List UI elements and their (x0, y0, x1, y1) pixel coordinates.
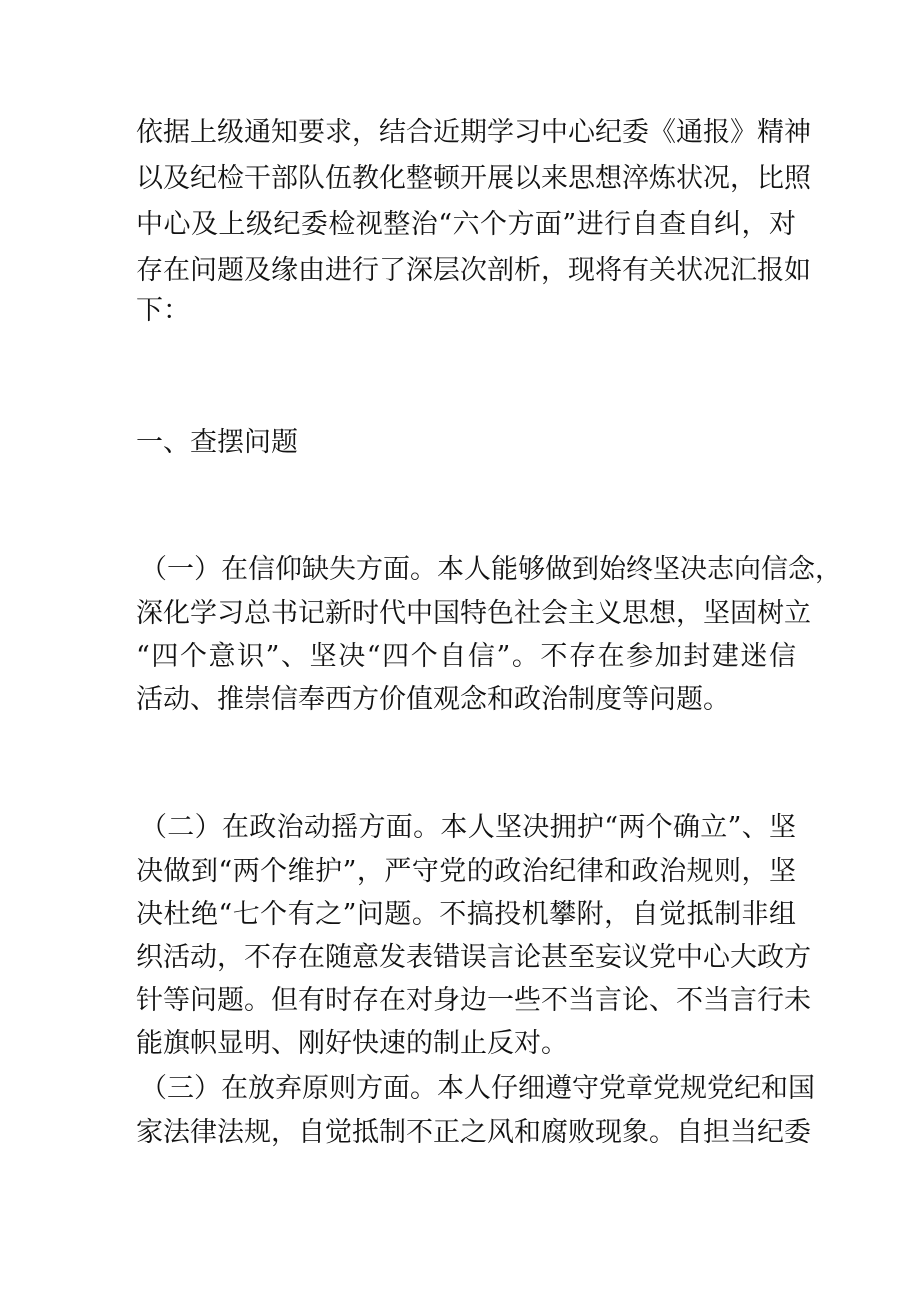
item2-line-5: 针等问题。但有时存在对身边一些不当言论、不当言行未 (136, 985, 811, 1016)
item2-line-3: 决杜绝“七个有之”问题。不搞投机攀附，自觉抵制非组 (136, 899, 796, 930)
item2-line-2: 决做到“两个维护”，严守党的政治纪律和政治规则，坚 (136, 856, 796, 887)
item1-line-4: 活动、推崇信奉西方价值观念和政治制度等问题。 (136, 684, 730, 715)
item2-line-4: 织活动，不存在随意发表错误言论甚至妄议党中心大政方 (136, 942, 811, 973)
item1-line-1: （一）在信仰缺失方面。本人能够做到始终坚决志向信念， (140, 554, 842, 585)
intro-line-4: 存在问题及缘由进行了深层次剖析，现将有关状况汇报如 (136, 255, 811, 286)
item3-line-2: 家法律法规，自觉抵制不正之风和腐败现象。自担当纪委 (136, 1117, 811, 1148)
item3-line-1: （三）在放弃原则方面。本人仔细遵守党章党规党纪和国 (140, 1073, 815, 1104)
intro-line-2: 以及纪检干部队伍教化整顿开展以来思想淬炼状况，比照 (136, 163, 811, 194)
intro-line-5: 下： (136, 295, 190, 326)
item1-line-3: “四个意识”、坚决“四个自信”。不存在参加封建迷信 (136, 641, 796, 672)
item2-line-1: （二）在政治动摇方面。本人坚决拥护“两个确立”、坚 (140, 812, 796, 843)
section-heading: 一、查摆问题 (136, 427, 298, 458)
intro-line-3: 中心及上级纪委检视整治“六个方面”进行自查自纠，对 (136, 209, 796, 240)
item2-line-6: 能旗帜显明、刚好快速的制止反对。 (136, 1028, 568, 1059)
item1-line-2: 深化学习总书记新时代中国特色社会主义思想，坚固树立 (136, 598, 811, 629)
intro-line-1: 依据上级通知要求，结合近期学习中心纪委《通报》精神 (136, 117, 811, 148)
